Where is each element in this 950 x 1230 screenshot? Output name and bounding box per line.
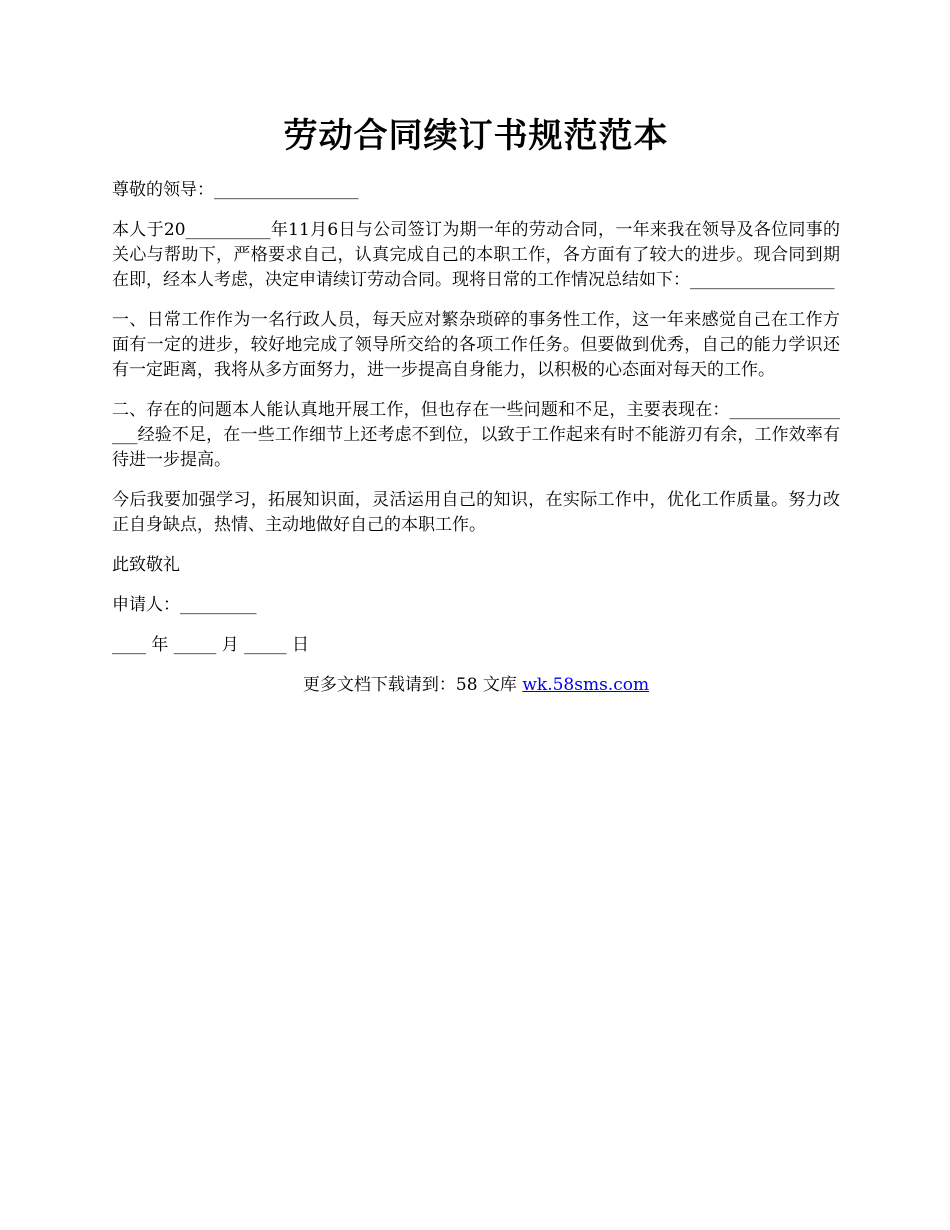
footer-text: 更多文档下载请到：58 文库 [302, 675, 523, 695]
paragraph-future: 今后我要加强学习，拓展知识面，灵活运用自己的知识，在实际工作中，优化工作质量。努力改正自身缺点，热情、主动地做好自己的本职工作。 [112, 490, 840, 535]
salutation: 尊敬的领导：_________________ [112, 180, 359, 200]
document-page [112, 110, 840, 713]
paragraph-problems: 二、存在的问题本人能认真地开展工作，但也存在一些问题和不足，主要表现在：________________经验不足，在一些工作细节上还考虑不到位，以致于工作起来有时不能游刃有余，工作效率有待进一步提高。 [112, 400, 840, 470]
footer-link[interactable]: wk.58sms.com [522, 675, 650, 695]
paragraph-daily-work: 一、日常工作作为一名行政人员，每天应对繁杂琐碎的事务性工作，这一年来感觉自己在工作方面有一定的进步，较好地完成了领导所交给的各项工作任务。但要做到优秀，自己的能力学识还有一定距离，我将从多方面努力，进一步提高自身能力，以积极的心态面对每天的工作。 [112, 310, 840, 380]
date-line: ____ 年 _____ 月 _____ 日 [112, 635, 310, 655]
footer [112, 673, 840, 698]
applicant-line: 申请人：_________ [112, 595, 257, 615]
closing: 此致敬礼 [112, 555, 180, 575]
paragraph-intro: 本人于20__________年11月6日与公司签订为期一年的劳动合同，一年来我在领导及各位同事的关心与帮助下，严格要求自己，认真完成自己的本职工作，各方面有了较大的进步。现合同到期在即，经本人考虑，决定申请续订劳动合同。现将日常的工作情况总结如下：_________________ [112, 220, 840, 290]
document-title: 劳动合同续订书规范范本 [283, 116, 669, 156]
